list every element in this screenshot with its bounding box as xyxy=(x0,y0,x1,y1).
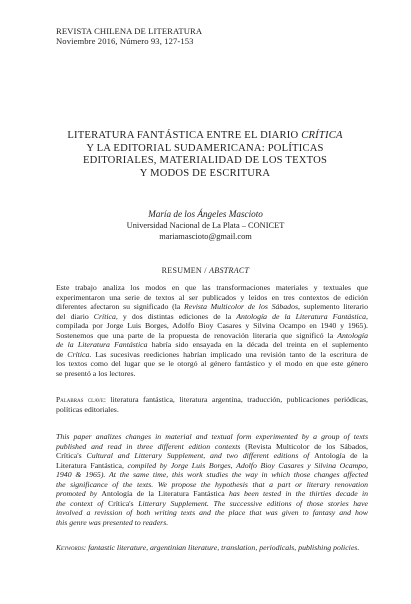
author-block xyxy=(0,209,411,242)
en-line: 1940 & 1965). At the same time, this work studies the way in which those changes affected xyxy=(56,470,368,479)
author-affiliation: Universidad Nacional de La Plata – CONICET xyxy=(126,221,285,230)
english-abstract xyxy=(56,432,368,527)
en-line: involved a revission of both writing texts and the place that was given to fantasy and how xyxy=(56,508,368,517)
en-line: promoted by Antología de la Literatura Fantástica has been tested in the thirties decade in xyxy=(56,489,369,498)
kw-en-line: Keywords: fantastic literature, argentinian literature, translation, periodicals, publishing policies. xyxy=(56,543,360,552)
article-title xyxy=(40,130,370,180)
es-line: del diario Crítica, y dos distintas ediciones de la Antología de la Literatura Fantástica, xyxy=(56,311,368,321)
es-line: los textos como del lugar que se le otorgó al género fantástico y el modo en que este género xyxy=(56,359,368,368)
es-line: compilada por Jorge Luis Borges, Adolfo Bioy Casares y Silvina Ocampo en 1940 y 1965). xyxy=(56,321,368,330)
en-line: the context of Crítica's Litterary Supplement. The successive editions of those stories have xyxy=(56,498,369,508)
english-keywords xyxy=(56,543,368,553)
title-line-4: Y MODOS DE ESCRITURA xyxy=(139,167,271,179)
title-line-1 xyxy=(40,130,370,143)
title-italic: CRÍTICA xyxy=(301,130,343,141)
en-line: published and read in three different edition contexts (Revista Multicolor de los Sábados, xyxy=(56,441,368,451)
es-line: Sostenemos que una parte de la propuesta de renovación literaria que significó la Antología xyxy=(56,330,368,340)
author-email[interactable]: mariamascioto@gmail.com xyxy=(159,232,252,241)
en-line: Crítica's Cultural and Litterary Supplement, and two different editions of Antología de la xyxy=(56,451,368,460)
abstract-label: ABSTRACT xyxy=(209,266,250,275)
title-line-2: Y LA EDITORIAL SUDAMERICANA: POLÍTICAS xyxy=(86,142,324,154)
en-line: This paper analizes changes in material and textual form experimented by a group of texts xyxy=(56,432,368,441)
en-line: Literatura Fantástica, compiled by Jorge Luis Borges, Adolfo Bioy Casares y Silvina Ocampo, xyxy=(56,460,368,470)
kw-es-line: políticas editoriales. xyxy=(56,404,119,414)
es-line: se presentó a los lectores. xyxy=(56,368,136,378)
journal-issue: Noviembre 2016, Número 93, 127-153 xyxy=(56,36,194,46)
title-text: LITERATURA FANTÁSTICA ENTRE EL DIARIO xyxy=(67,130,302,141)
spanish-keywords xyxy=(56,395,368,414)
keywords-label-en: Keywords: xyxy=(56,543,87,552)
es-line: diferentes afectaron su significado (la Revista Multicolor de los Sábados, suplemento literario xyxy=(56,302,368,311)
en-line: this genre was presented to readers. xyxy=(56,517,169,527)
title-line-3: EDITORIALES, MATERIALIDAD DE LOS TEXTOS xyxy=(82,155,328,167)
es-line: experimentaron una serie de textos al ser publicados y leídos en tres contextos de edición xyxy=(56,292,368,302)
spanish-abstract xyxy=(56,283,368,378)
es-line: de la Literatura Fantástica habría sido ensayada en la década del treinta en el suplemento xyxy=(56,340,368,349)
section-heading-resumen xyxy=(0,266,411,276)
es-line: de Crítica. Las sucesivas reediciones habrían implicado una revisión tanto de la escritura de xyxy=(56,349,368,359)
es-line: Este trabajo analiza los modos en que las transformaciones materiales y textuales que xyxy=(56,283,368,292)
author-name: María de los Ángeles Mascioto xyxy=(148,209,263,219)
kw-es-line: Palabras clave: literatura fantástica, literatura argentina, traducción, publicaciones periódicas, xyxy=(56,395,369,404)
journal-name: REVISTA CHILENA DE LITERATURA xyxy=(56,26,203,36)
en-line: the significance of the texts. We propose the hypothesis that a part or literary renovation xyxy=(56,479,368,489)
journal-header xyxy=(56,26,202,46)
keywords-label: Palabras clave: xyxy=(56,395,106,404)
resumen-label: RESUMEN / xyxy=(161,266,210,275)
